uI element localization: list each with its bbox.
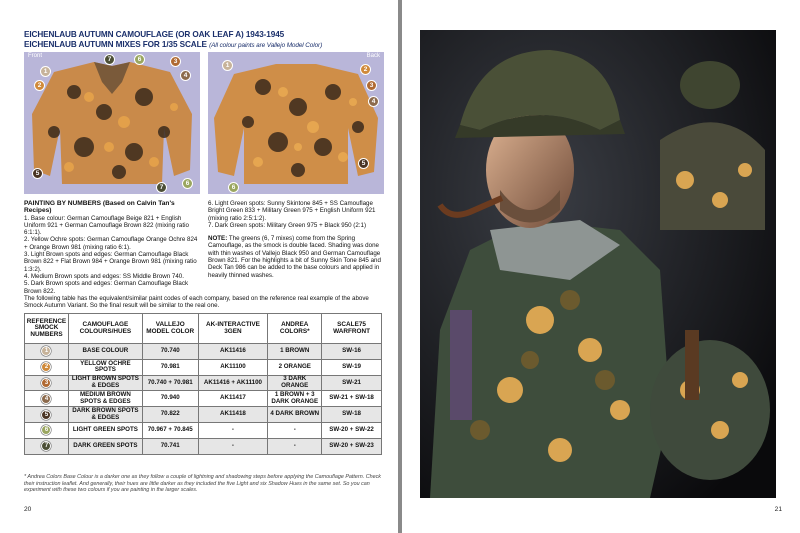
swatch-chip: 5: [41, 410, 51, 420]
marker-7: 7: [156, 182, 167, 193]
cell-vallejo: 70.940: [142, 391, 198, 407]
note-label: NOTE:: [208, 235, 228, 243]
back-marker-1: 1: [222, 60, 233, 71]
page-title: [24, 30, 384, 51]
table-footnote: * Andrea Colors Base Colour is a darker one as they follow a couple of lightning and shadowing steps before applying the Camouflage Pattern. Check their instruction leaflet. And generally, their hues are little darker as they included the five Light and six Shadow Hues in the same set. So you can experiment with these two colours if you are painting in the larger scales.: [24, 474, 381, 493]
swatch-chip: 1: [41, 346, 51, 356]
table-intro: The following table has the equivalent/similar paint codes of each company, based on the reference real example of the above Smock Autumn Variant. So the final result will be similar to the real one.: [24, 295, 369, 310]
step-1: 1. Base colour: German Camouflage Beige 821 + English Uniform 921 + German Camouflage Brown 822 (mixing ratio 6:1:1).: [24, 214, 189, 237]
paint-equivalence-table: [24, 313, 382, 455]
marker-4: 4: [180, 70, 191, 81]
marker-3: 3: [170, 56, 181, 67]
cell-hue: BASE COLOUR: [68, 344, 142, 360]
cell-scale75: SW-21 + SW-18: [322, 391, 382, 407]
cell-ak: -: [198, 422, 268, 438]
smock-front-photo: [24, 52, 200, 194]
painting-steps-right: [208, 200, 384, 285]
front-label: Front: [28, 53, 43, 59]
cell-andrea: 1 BROWN + 3 DARK ORANGE: [268, 391, 322, 407]
note-paragraph: [208, 235, 384, 279]
cell-hue: DARK GREEN SPOTS: [68, 438, 142, 454]
cell-andrea: 1 BROWN: [268, 344, 322, 360]
marker-6-top: 6: [134, 54, 145, 65]
left-page: [0, 0, 398, 533]
cell-ak: AK11100: [198, 359, 268, 375]
back-marker-4: 4: [368, 96, 379, 107]
cell-andrea: 4 DARK BROWN: [268, 407, 322, 423]
cell-vallejo: 70.981: [142, 359, 198, 375]
step-5: 5. Dark Brown spots and edges: German Camouflage Black Brown 822.: [24, 280, 189, 295]
back-label: Back: [366, 53, 380, 59]
table-row: [25, 359, 382, 375]
step-7: 7. Dark Green spots: Military Green 975 + Black 950 (2:1): [208, 221, 367, 229]
bust-image: [420, 30, 776, 498]
swatch-chip: 2: [41, 362, 51, 372]
back-marker-2: 2: [360, 64, 371, 75]
smock-back-photo: [208, 52, 384, 194]
header-vallejo: VALLEJO MODEL COLOR: [142, 314, 198, 344]
painting-steps-left: [24, 200, 200, 295]
cell-hue: YELLOW OCHRE SPOTS: [68, 359, 142, 375]
cell-scale75: SW-16: [322, 344, 382, 360]
cell-scale75: SW-20 + SW-23: [322, 438, 382, 454]
cell-vallejo: 70.967 + 70.845: [142, 422, 198, 438]
right-page: [402, 0, 800, 533]
note-text: The greens (6, 7 mixes) come from the Spring Camouflage, as the smock is double faced. Shading was done with thin washes of Vallejo Black 950 and German Camouflage Brown 821. For the highlights a bit of Sunny Skin Tone 845 and Deck Tan 986 can be added to the base colours and applied in heavily thinned washes.: [208, 235, 381, 279]
page-number-right: 21: [774, 506, 782, 513]
header-ak: AK-INTERACTIVE 3GEN: [198, 314, 268, 344]
swatch-chip: 3: [41, 378, 51, 388]
step-4: 4. Medium Brown spots and edges: SS Middle Brown 740.: [24, 272, 184, 280]
header-reference: REFERENCE SMOCK NUMBERS: [25, 314, 69, 344]
marker-2: 2: [34, 80, 45, 91]
swatch-chip: 6: [41, 425, 51, 435]
back-marker-3: 3: [366, 80, 377, 91]
cell-andrea: 3 DARK ORANGE: [268, 375, 322, 391]
table-row: [25, 438, 382, 454]
title-note: (All colour paints are Vallejo Model Color): [209, 42, 323, 49]
back-marker-6: 6: [228, 182, 239, 193]
bust-photo: [420, 30, 776, 498]
marker-5: 5: [32, 168, 43, 179]
cell-ak: AK11418: [198, 407, 268, 423]
header-andrea: ANDREA COLORS*: [268, 314, 322, 344]
page-number-left: 20: [24, 506, 32, 513]
cell-andrea: -: [268, 422, 322, 438]
cell-hue: LIGHT BROWN SPOTS & EDGES: [68, 375, 142, 391]
cell-ak: AK11417: [198, 391, 268, 407]
step-2: 2. Yellow Ochre spots: German Camouflage Orange Ochre 824 + Orange Brown 981 (mixing ratio 6:1).: [24, 236, 198, 251]
header-scale75: SCALE75 WARFRONT: [322, 314, 382, 344]
cell-ak: AK11416 + AK11100: [198, 375, 268, 391]
painting-heading: PAINTING BY NUMBERS (Based on Calvin Tan's Recipes): [24, 200, 175, 215]
cell-scale75: SW-18: [322, 407, 382, 423]
title-line-2: EICHENLAUB AUTUMN MIXES FOR 1/35 SCALE (All colour paints are Vallejo Model Color): [24, 40, 323, 49]
cell-scale75: SW-19: [322, 359, 382, 375]
header-camouflage: CAMOUFLAGE COLOURS/HUES: [68, 314, 142, 344]
table-header-row: [25, 314, 382, 344]
cell-andrea: -: [268, 438, 322, 454]
table-row: [25, 344, 382, 360]
marker-1: 1: [40, 66, 51, 77]
cell-vallejo: 70.741: [142, 438, 198, 454]
table-row: [25, 422, 382, 438]
title-line-1: EICHENLAUB AUTUMN CAMOUFLAGE (OR OAK LEAF A) 1943-1945: [24, 30, 285, 39]
cell-hue: DARK BROWN SPOTS & EDGES: [68, 407, 142, 423]
table-row: [25, 375, 382, 391]
cell-andrea: 2 ORANGE: [268, 359, 322, 375]
cell-hue: LIGHT GREEN SPOTS: [68, 422, 142, 438]
swatch-chip: 4: [41, 394, 51, 404]
step-6: 6. Light Green spots: Sunny Skintone 845 + SS Camouflage Bright Green 833 + Military Green 975 + English Uniform 921 (mixing ratio 2:5:1:2).: [208, 200, 376, 222]
cell-ak: -: [198, 438, 268, 454]
cell-scale75: SW-21: [322, 375, 382, 391]
cell-hue: MEDIUM BROWN SPOTS & EDGES: [68, 391, 142, 407]
marker-6: 6: [182, 178, 193, 189]
table-row: [25, 407, 382, 423]
swatch-chip: 7: [41, 441, 51, 451]
cell-vallejo: 70.740: [142, 344, 198, 360]
cell-vallejo: 70.740 + 70.981: [142, 375, 198, 391]
table-row: [25, 391, 382, 407]
cell-vallejo: 70.822: [142, 407, 198, 423]
cell-ak: AK11416: [198, 344, 268, 360]
marker-7-top: 7: [104, 54, 115, 65]
smock-back-image: [208, 52, 384, 194]
step-3: 3. Light Brown spots and edges: German Camouflage Black Brown 822 + Flat Brown 984 + Orange Brown 981 (mixing ratio 1:3:2).: [24, 251, 197, 273]
cell-scale75: SW-20 + SW-22: [322, 422, 382, 438]
back-marker-5: 5: [358, 158, 369, 169]
